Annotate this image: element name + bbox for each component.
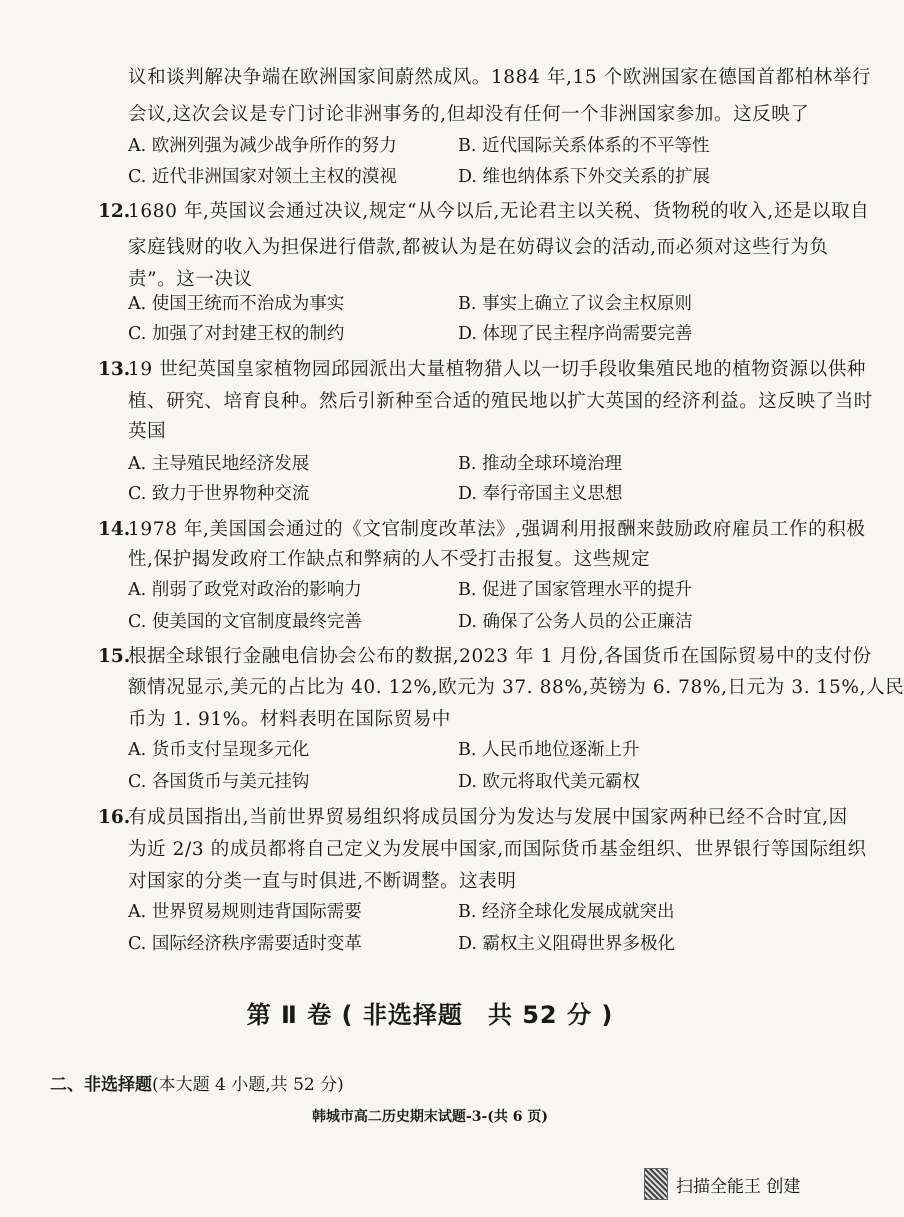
q14-option-b: B. 促进了国家管理水平的提升	[458, 580, 692, 600]
q11-option-d: D. 维也纳体系下外交关系的扩展	[458, 167, 711, 187]
q15-option-c: C. 各国货币与美元挂钩	[128, 772, 310, 792]
q13-option-d: D. 奉行帝国主义思想	[458, 484, 623, 504]
q16-option-c: C. 国际经济秩序需要适时变革	[128, 934, 362, 954]
q14-option-c: C. 使美国的文官制度最终完善	[128, 612, 362, 632]
q12-stem-line: 责”。这一决议	[128, 269, 253, 290]
part2-heading	[50, 1070, 344, 1095]
part2-heading-label: 二、非选择题	[50, 1075, 152, 1095]
qr-code-icon	[644, 1168, 668, 1200]
q16-stem-line: 对国家的分类一直与时俱进,不断调整。这表明	[128, 871, 517, 892]
scanner-watermark	[644, 1168, 800, 1200]
q13-number: 13.	[98, 359, 131, 380]
section-title: 第 Ⅱ 卷 ( 非选择题 共 52 分 )	[246, 1001, 614, 1029]
q14-option-a: A. 削弱了政党对政治的影响力	[128, 580, 362, 600]
q13-option-b: B. 推动全球环境治理	[458, 454, 622, 474]
q15-number: 15.	[98, 646, 131, 667]
q14-number: 14.	[98, 519, 131, 540]
q15-stem-line: 额情况显示,美元的占比为 40. 12%,欧元为 37. 88%,英镑为 6. 78%,日元为 3. 15%,人民	[128, 677, 904, 698]
q16-stem-line: 有成员国指出,当前世界贸易组织将成员国分为发达与发展中国家两种已经不合时宜,因	[128, 807, 848, 828]
q16-option-b: B. 经济全球化发展成就突出	[458, 902, 675, 922]
q15-option-d: D. 欧元将取代美元霸权	[458, 772, 641, 792]
q16-stem-line: 为近 2/3 的成员都将自己定义为发展中国家,而国际货币基金组织、世界银行等国际组织	[128, 839, 867, 860]
q15-option-b: B. 人民币地位逐渐上升	[458, 740, 640, 760]
q11-stem-line: 会议,这次会议是专门讨论非洲事务的,但却没有任何一个非洲国家参加。这反映了	[128, 104, 810, 125]
q12-option-b: B. 事实上确立了议会主权原则	[458, 294, 692, 314]
q12-number: 12.	[98, 201, 131, 222]
q16-option-a: A. 世界贸易规则违背国际需要	[128, 902, 362, 922]
q14-stem-line: 1978 年,美国国会通过的《文官制度改革法》,强调利用报酬来鼓励政府雇员工作的积极	[128, 519, 866, 540]
q16-option-d: D. 霸权主义阻碍世界多极化	[458, 934, 676, 954]
q11-option-b: B. 近代国际关系体系的不平等性	[458, 136, 710, 156]
q14-option-d: D. 确保了公务人员的公正廉洁	[458, 612, 693, 632]
q12-stem-line: 1680 年,英国议会通过决议,规定“从今以后,无论君主以关税、货物税的收入,还是以取自	[128, 201, 870, 222]
q11-option-a: A. 欧洲列强为减少战争所作的努力	[128, 136, 397, 156]
q13-option-a: A. 主导殖民地经济发展	[128, 454, 310, 474]
q16-number: 16.	[98, 807, 131, 828]
q13-stem-line: 植、研究、培育良种。然后引新种至合适的殖民地以扩大英国的经济利益。这反映了当时	[128, 391, 873, 412]
q11-option-c: C. 近代非洲国家对领土主权的漠视	[128, 167, 397, 187]
q12-option-d: D. 体现了民主程序尚需要完善	[458, 324, 693, 344]
part2-heading-sub: (本大题 4 小题,共 52 分)	[152, 1075, 344, 1095]
q12-stem-line: 家庭钱财的收入为担保进行借款,都被认为是在妨碍议会的活动,而必须对这些行为负	[128, 237, 829, 258]
q15-stem-line: 根据全球银行金融电信协会公布的数据,2023 年 1 月份,各国货币在国际贸易中的支付份	[128, 646, 872, 667]
q11-stem-line: 议和谈判解决争端在欧洲国家间蔚然成风。1884 年,15 个欧洲国家在德国首都柏林举行	[128, 67, 872, 88]
q13-stem-line: 19 世纪英国皇家植物园邱园派出大量植物猎人以一切手段收集殖民地的植物资源以供种	[128, 359, 866, 380]
q15-option-a: A. 货币支付呈现多元化	[128, 740, 310, 760]
q12-option-c: C. 加强了对封建王权的制约	[128, 324, 345, 344]
q13-option-c: C. 致力于世界物种交流	[128, 484, 310, 504]
q12-option-a: A. 使国王统而不治成为事实	[128, 294, 345, 314]
watermark-text: 扫描全能王 创建	[676, 1176, 801, 1197]
q13-stem-line: 英国	[128, 421, 167, 442]
page-footer: 韩城市高二历史期末试题-3-(共 6 页)	[311, 1109, 549, 1125]
q15-stem-line: 币为 1. 91%。材料表明在国际贸易中	[128, 709, 452, 730]
q14-stem-line: 性,保护揭发政府工作缺点和弊病的人不受打击报复。这些规定	[128, 549, 651, 570]
